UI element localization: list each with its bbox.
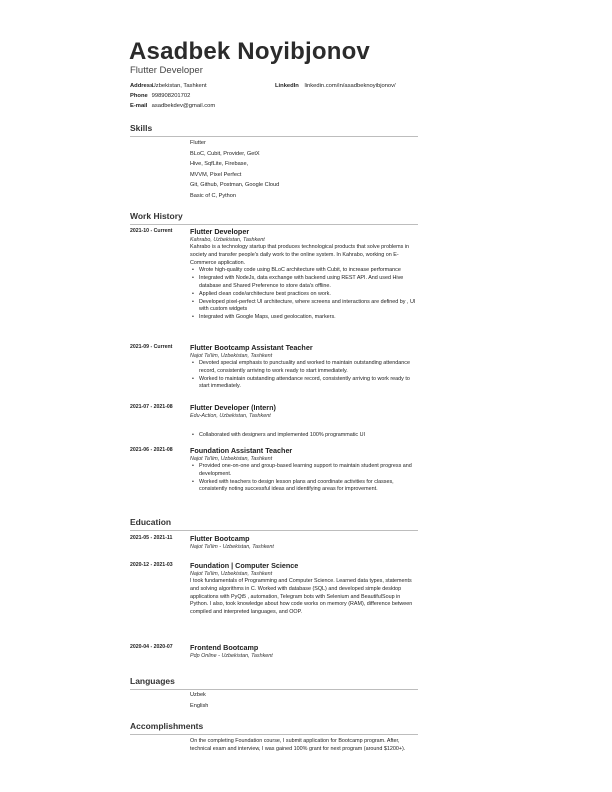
work-org: Kahrabo, Uzbekistan, Tashkent [190, 237, 265, 243]
education-title: Education [130, 517, 418, 531]
work-body [190, 446, 420, 494]
education-title-text: Flutter Bootcamp [190, 534, 250, 543]
bullet-item: • Collaborated with designers and implemented 100% programmatic UI [190, 432, 420, 440]
accomplishments-section [130, 721, 418, 735]
education-section [130, 517, 418, 531]
accomplishments-title: Accomplishments [130, 721, 418, 735]
work-org: Najot Ta'lim, Uzbekistan, Tashkent [190, 353, 273, 359]
contact-address [130, 83, 207, 89]
education-org: Najot Ta'lim, Uzbekistan, Tashkent [190, 571, 273, 577]
education-date: 2020-04 - 2020-07 [130, 644, 173, 650]
work-description: Kahrabo is a technology startup that produces technological products that solve problems in society and transfer people's daily work to the online system. In Kahrabo, working on E-Commerce application. [190, 244, 410, 266]
education-org: Najot Ta'lim - Uzbekistan, Tashkent [190, 544, 274, 550]
skills-title: Skills [130, 123, 418, 137]
languages-section [130, 676, 418, 690]
candidate-role: Flutter Developer [130, 65, 203, 76]
work-body [190, 343, 420, 391]
bullet-item: • Developed pixel-perfect UI architecture, where screens and interactions are defined by , UI with custom widgets [190, 299, 420, 315]
contact-linkedin [275, 83, 396, 89]
education-org: Pdp Online - Uzbekistan, Tashkent [190, 653, 273, 659]
work-title: Flutter Developer [190, 227, 250, 236]
skill-item: Hive, SqfLite, Firebase, [190, 161, 249, 168]
work-bullets [190, 432, 420, 440]
work-bullets [190, 360, 420, 391]
email-label: E-mail [130, 103, 148, 109]
skills-list [190, 138, 279, 202]
bullet-item: • Integrated with NodeJs, data exchange with backend using REST API. And used Hive database and Shared Preference to store data's offline. [190, 275, 420, 291]
bullet-item: • Integrated with Google Maps, used geolocation, markers. [190, 314, 420, 322]
language-item: Uzbek [190, 692, 206, 698]
bullet-item: • Worked with teachers to design lesson plans and coordinate activities for classes, consistently noting successful ideas and identifying areas for improvement. [190, 479, 420, 495]
contact-phone [130, 93, 190, 99]
work-history-title: Work History [130, 211, 418, 225]
linkedin-link[interactable]: linkedin.com/in/asadbeknoyibjonov/ [304, 83, 396, 89]
education-date: 2020-12 - 2021-03 [130, 562, 173, 568]
skill-item: Flutter [190, 140, 206, 146]
work-org: Najot Ta'lim, Uzbekistan, Tashkent [190, 456, 273, 462]
bullet-item: • Devoted special emphasis to punctuality and worked to maintain outstanding attendance record, consistently arriving to work ready to start immediately. [190, 360, 420, 376]
education-title-text: Frontend Bootcamp [190, 643, 259, 652]
work-org: Edu-Action, Uzbekistan, Tashkent [190, 413, 271, 419]
work-history-section [130, 211, 418, 225]
email-value: asadbekdev@gmail.com [151, 103, 216, 109]
language-item: English [190, 702, 209, 709]
skill-item: BLoC, Cubit, Provider, GetX [190, 150, 260, 157]
bullet-item: • Worked to maintain outstanding attendance record, consistently arriving to work ready to start immediately. [190, 376, 420, 392]
skills-section [130, 123, 418, 137]
work-title: Foundation Assistant Teacher [190, 446, 293, 455]
candidate-name: Asadbek Noyibjonov [129, 38, 370, 65]
phone-value: 998908201702 [151, 93, 191, 99]
work-title: Flutter Developer (Intern) [190, 403, 276, 412]
address-value: Uzbekistan, Tashkent [151, 83, 207, 89]
work-bullets [190, 463, 420, 494]
work-body [190, 227, 420, 322]
languages-list [190, 690, 208, 712]
linkedin-label: LinkedIn [275, 83, 299, 89]
work-date: 2021-10 - Current [130, 228, 173, 234]
education-description: I took fundamentals of Programming and Computer Science. Learned data types, statements and solving algorithms in C. Worked with database (SQL) and developed simple desktop applications with PyQt5 , automation, Telegram bots with Selenium and BeautifulSoup in Python. I also, took knowledge about how code works on memory (RAM), difference between compiled and interpreted languages, and OOP. [190, 578, 413, 616]
work-date: 2021-07 - 2021-08 [130, 404, 173, 410]
skill-item: MVVM, Pixel Perfect [190, 171, 242, 178]
work-date: 2021-09 - Current [130, 344, 173, 350]
contact-email [130, 103, 215, 109]
work-date: 2021-06 - 2021-08 [130, 447, 173, 453]
bullet-item: • Wrote high-quality code using BLoC architecture with Cubit, to increase performance [190, 267, 420, 275]
skill-item: Basic of C, Python [190, 192, 237, 199]
phone-label: Phone [130, 93, 148, 99]
education-body [190, 561, 420, 617]
education-body [190, 534, 420, 551]
bullet-item: • Provided one-on-one and group-based learning support to maintain student progress and development. [190, 463, 420, 479]
work-title: Flutter Bootcamp Assistant Teacher [190, 343, 313, 352]
languages-title: Languages [130, 676, 418, 690]
education-body [190, 643, 420, 660]
work-body [190, 403, 420, 440]
work-bullets [190, 267, 420, 322]
address-label: Address [130, 83, 154, 89]
education-title-text: Foundation | Computer Science [190, 561, 299, 570]
bullet-item: • Applied clean code/architecture best practices on work. [190, 291, 420, 299]
skill-item: Git, Github, Postman, Google Cloud [190, 182, 280, 189]
accomplishments-text: On the completing Foundation course, I submit application for Bootcamp program. After, technical exam and interview, I was gained 100% grant for next program (around $1200+). [190, 738, 406, 752]
education-date: 2021-05 - 2021-11 [130, 535, 173, 541]
